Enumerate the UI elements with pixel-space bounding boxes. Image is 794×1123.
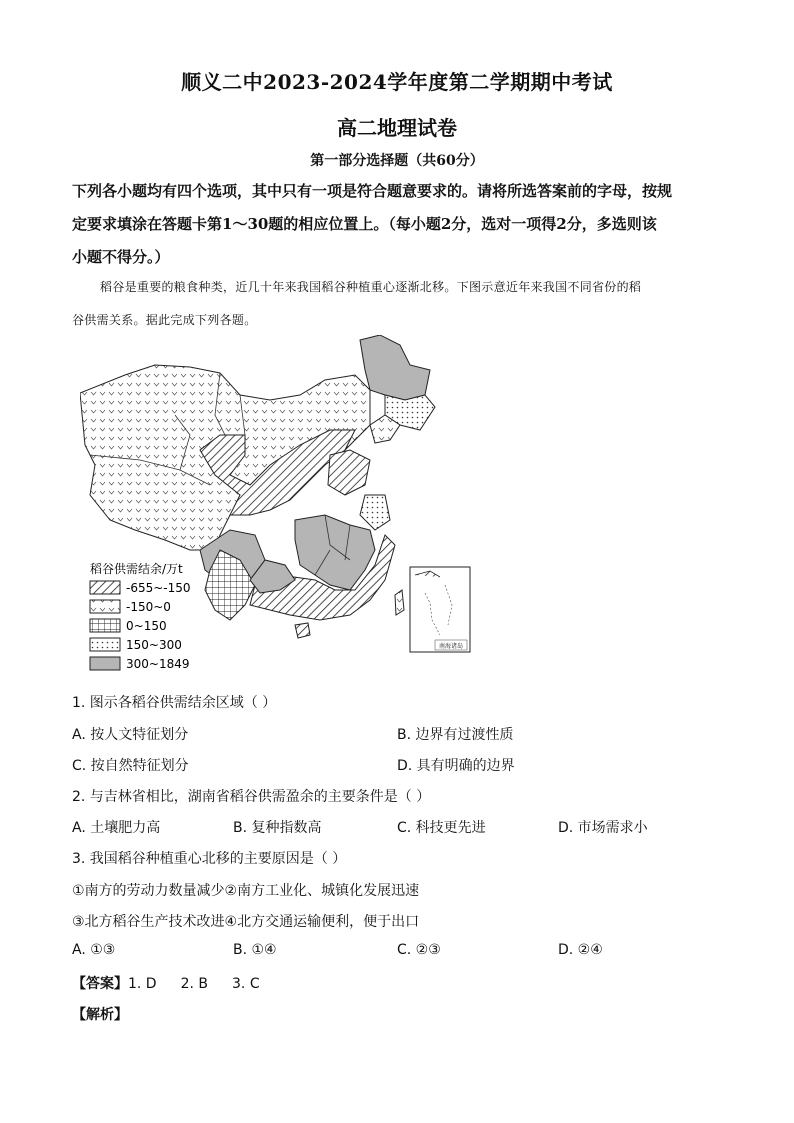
legend-label-4: 150~300 — [126, 638, 182, 652]
q2-option-b: B. 复种指数高 — [233, 820, 322, 836]
intro-line-1: 稻谷是重要的粮食种类，近几十年来我国稻谷种植重心逐渐北移。下图示意近年来我国不同省份的稻 — [100, 280, 642, 294]
legend-label-3: 0~150 — [126, 619, 167, 633]
question-2-stem: 2. 与吉林省相比，湖南省稻谷供需盈余的主要条件是（ ） — [72, 789, 431, 805]
q3-option-c: C. ②③ — [397, 942, 441, 958]
q1-option-a: A. 按人文特征划分 — [72, 727, 189, 743]
region-heilongjiang — [360, 335, 430, 400]
instruction-line-3: 小题不得分。） — [72, 248, 170, 266]
q1-option-b: B. 边界有过渡性质 — [397, 727, 514, 743]
q2-option-c: C. 科技更先进 — [397, 820, 486, 836]
south-china-sea-inset — [410, 567, 470, 652]
q2-option-a: A. 土壤肥力高 — [72, 820, 161, 836]
q3-option-a: A. ①③ — [72, 942, 116, 958]
legend-label-1: -655~-150 — [126, 581, 191, 595]
section-heading: 第一部分选择题（共60分） — [310, 153, 484, 169]
question-3-stem: 3. 我国稻谷种植重心北移的主要原因是（ ） — [72, 851, 347, 867]
inset-label: 南海诸岛 — [438, 643, 464, 650]
exam-subtitle: 高二地理试卷 — [337, 116, 457, 140]
legend-swatch-dots — [90, 638, 120, 651]
legend-swatch-vmark — [90, 600, 120, 613]
q3-option-b: B. ①④ — [233, 942, 277, 958]
q3-option-d: D. ②④ — [558, 942, 603, 958]
legend-swatch-gray — [90, 657, 120, 670]
instruction-line-1: 下列各小题均有四个选项，其中只有一项是符合题意要求的。请将所选答案前的字母，按规 — [72, 182, 673, 200]
intro-line-2: 谷供需关系。据此完成下列各题。 — [72, 313, 257, 327]
q1-option-c: C. 按自然特征划分 — [72, 758, 189, 774]
china-rice-supply-map — [80, 335, 480, 675]
answer-item-1: 1. D — [128, 976, 157, 992]
q1-option-d: D. 具有明确的边界 — [397, 758, 515, 774]
legend-swatch-grid — [90, 619, 120, 632]
q3-statement-1: ①南方的劳动力数量减少②南方工业化、城镇化发展迅速 — [72, 883, 420, 899]
legend-title: 稻谷供需结余/万t — [90, 562, 183, 576]
answer-item-2: 2. B — [180, 976, 209, 992]
exam-title: 顺义二中2023-2024学年度第二学期期中考试 — [181, 70, 613, 94]
answer-row — [72, 973, 260, 993]
q2-option-d: D. 市场需求小 — [558, 820, 648, 836]
answer-label: 【答案】 — [72, 976, 128, 992]
analysis-label: 【解析】 — [72, 1007, 128, 1023]
legend-label-5: 300~1849 — [126, 657, 190, 671]
instruction-line-2: 定要求填涂在答题卡第1～30题的相应位置上。（每小题2分，选对一项得2分，多选则该 — [72, 215, 657, 233]
legend-label-2: -150~0 — [126, 600, 171, 614]
map-legend — [90, 561, 191, 671]
q3-statement-2: ③北方稻谷生产技术改进④北方交通运输便利，便于出口 — [72, 914, 420, 930]
question-1-stem: 1. 图示各稻谷供需结余区域（ ） — [72, 695, 277, 711]
answer-item-3: 3. C — [232, 976, 260, 992]
legend-swatch-hatch — [90, 581, 120, 594]
